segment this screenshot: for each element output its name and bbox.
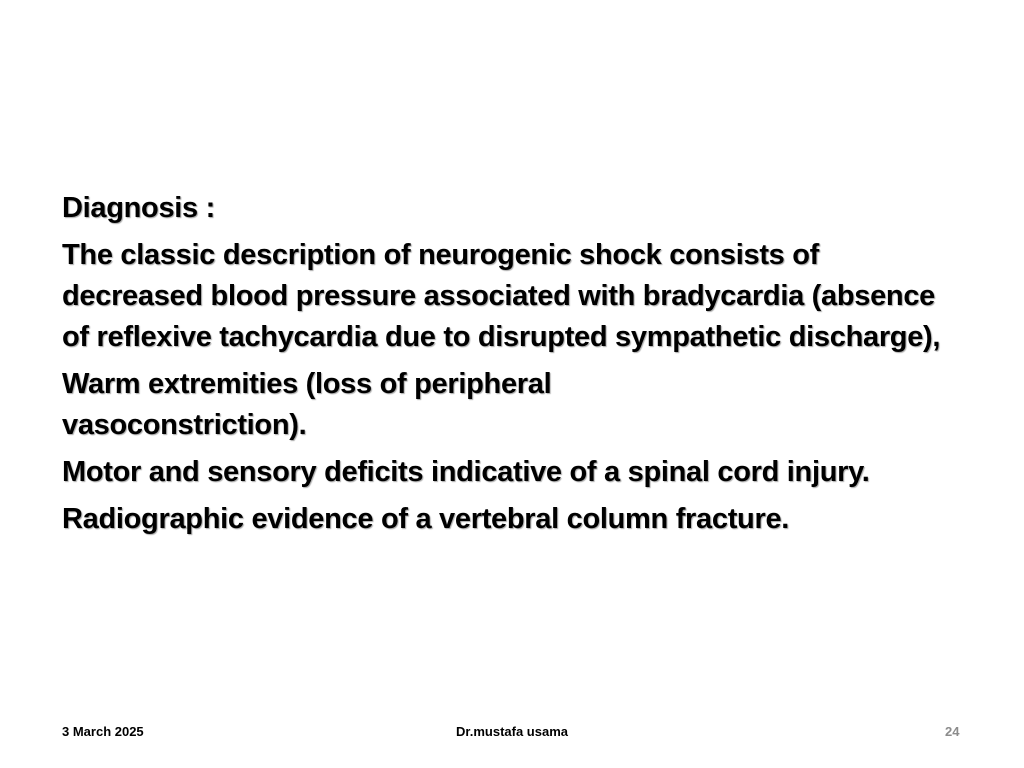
- paragraph-warm-extremities: Warm extremities (loss of peripheral vasoconstriction).: [62, 368, 552, 441]
- paragraph-classic-description: The classic description of neurogenic shock consists of decreased blood pressure associated with bradycardia (absence of reflexive tachycardia due to disrupted sympathetic discharge),: [62, 239, 941, 353]
- footer-author: Dr.mustafa usama: [456, 724, 568, 739]
- footer-page-number: 24: [945, 724, 960, 739]
- paragraph-motor-sensory: Motor and sensory deficits indicative of a spinal cord injury.: [62, 456, 870, 488]
- slide-body: [62, 188, 962, 540]
- footer-date: 3 March 2025: [62, 724, 144, 739]
- slide-heading: Diagnosis :: [62, 192, 215, 224]
- paragraph-radiographic: Radiographic evidence of a vertebral column fracture.: [62, 503, 790, 535]
